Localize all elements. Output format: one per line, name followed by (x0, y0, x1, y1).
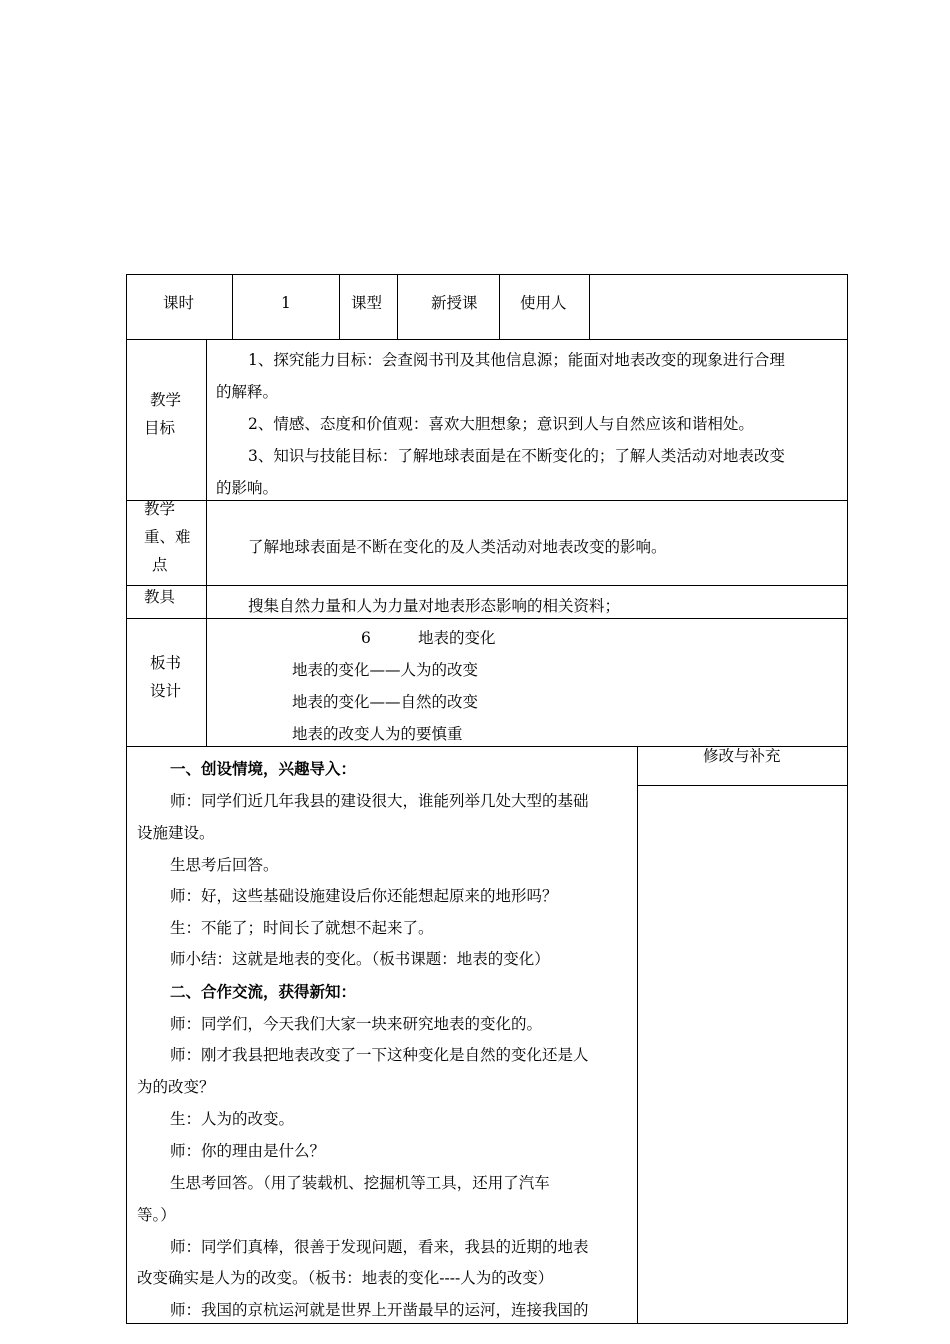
dialogue-line: 为的改变？ (137, 1078, 215, 1096)
key-points-label-line3: 点 (152, 556, 168, 574)
objective-line: 的解释。 (216, 383, 279, 401)
user-label: 使用人 (520, 294, 567, 312)
board-line: 地表的变化——人为的改变 (292, 661, 479, 679)
objectives-label-line1: 教学 (150, 391, 182, 409)
key-points-label-line1: 教学 (144, 500, 176, 518)
dialogue-line: 师：同学们真棒，很善于发现问题，看来，我县的近期的地表 (170, 1238, 589, 1256)
objective-line: 的影响。 (216, 479, 279, 497)
objectives-label-line2: 目标 (144, 419, 176, 437)
dialogue-line: 师：同学们，今天我们大家一块来研究地表的变化的。 (170, 1015, 543, 1033)
dialogue-line: 生思考回答。（用了装载机、挖掘机等工具，还用了汽车 (170, 1174, 550, 1192)
dialogue-line: 生：人为的改变。 (170, 1110, 295, 1128)
board-title-number: 6 (361, 629, 371, 647)
objective-line: 3、知识与技能目标：了解地球表面是在不断变化的；了解人类活动对地表改变 (248, 447, 785, 465)
objective-line: 2、情感、态度和价值观：喜欢大胆想象；意识到人与自然应该和谐相处。 (248, 415, 754, 433)
dialogue-line: 改变确实是人为的改变。（板书：地表的变化----人为的改变） (137, 1269, 554, 1287)
class-hour-label: 课时 (163, 294, 195, 312)
dialogue-line: 等。） (137, 1206, 176, 1224)
board-line: 地表的改变人为的要慎重 (292, 725, 463, 743)
dialogue-line: 师：刚才我县把地表改变了一下这种变化是自然的变化还是人 (170, 1046, 589, 1064)
dialogue-line: 设施建设。 (137, 824, 215, 842)
key-points-text: 了解地球表面是不断在变化的及人类活动对地表改变的影响。 (248, 538, 667, 556)
lesson-type-label: 课型 (351, 294, 383, 312)
objective-line: 1、探究能力目标：会查阅书刊及其他信息源；能面对地表改变的现象进行合理 (248, 351, 785, 369)
class-hour-value: 1 (281, 294, 291, 312)
dialogue-line: 生思考后回答。 (170, 856, 279, 874)
dialogue-line: 师小结：这就是地表的变化。（板书课题：地表的变化） (170, 950, 550, 968)
revision-header: 修改与补充 (703, 747, 781, 765)
dialogue-line: 生：不能了；时间长了就想不起来了。 (170, 919, 434, 937)
board-design-label-line2: 设计 (150, 682, 182, 700)
teaching-aids-label: 教具 (144, 588, 176, 606)
board-title-text: 地表的变化 (418, 629, 496, 647)
dialogue-line: 师：好，这些基础设施建设后你还能想起原来的地形吗？ (170, 887, 558, 905)
board-line: 地表的变化——自然的改变 (292, 693, 479, 711)
teaching-aids-text: 搜集自然力量和人为力量对地表形态影响的相关资料； (248, 597, 621, 615)
section-heading: 一、创设情境，兴趣导入： (170, 759, 357, 778)
key-points-label-line2: 重、难 (144, 528, 191, 546)
section-heading: 二、合作交流，获得新知： (170, 982, 357, 1001)
lesson-type-value: 新授课 (431, 294, 478, 312)
board-design-label-line1: 板书 (150, 654, 182, 672)
dialogue-line: 师：同学们近几年我县的建设很大，谁能列举几处大型的基础 (170, 792, 589, 810)
dialogue-line: 师：我国的京杭运河就是世界上开凿最早的运河，连接我国的 (170, 1301, 589, 1319)
dialogue-line: 师：你的理由是什么？ (170, 1142, 326, 1160)
